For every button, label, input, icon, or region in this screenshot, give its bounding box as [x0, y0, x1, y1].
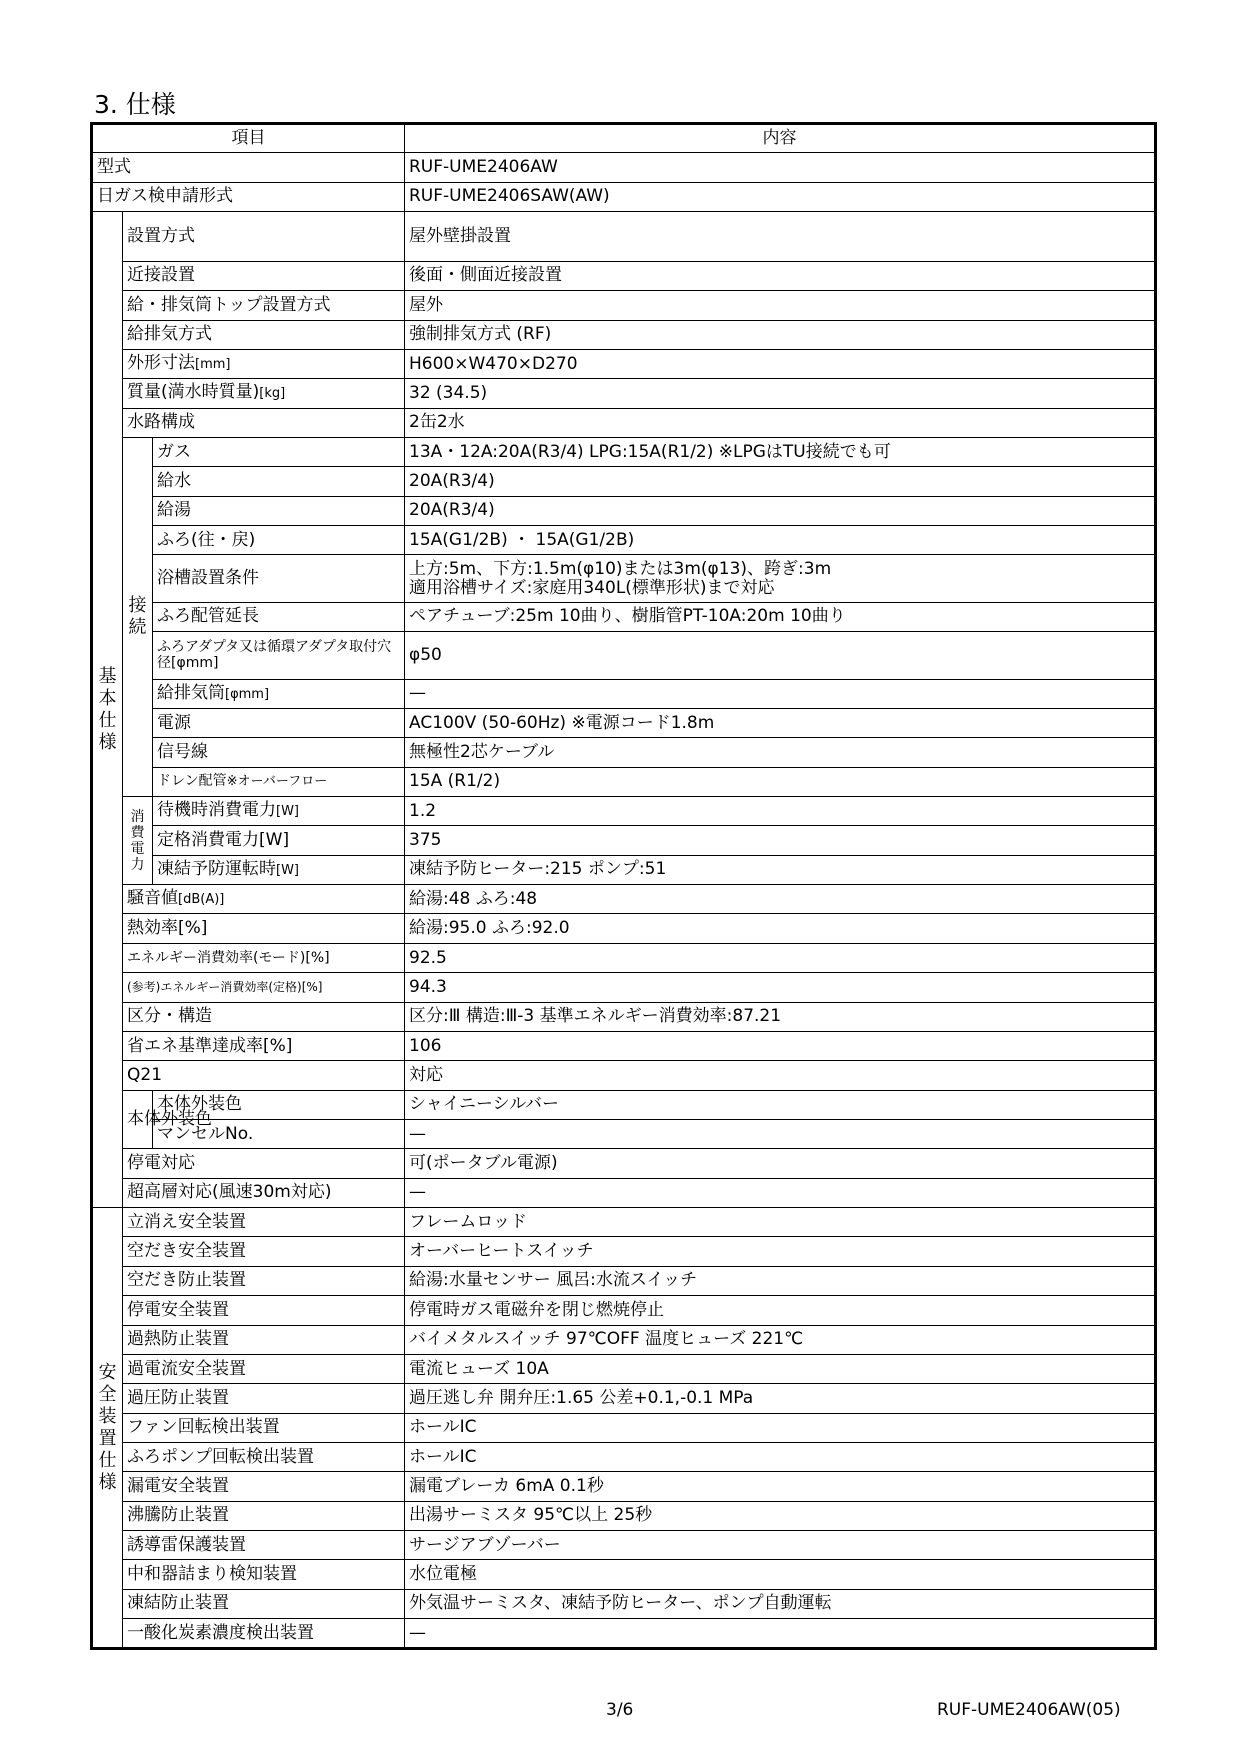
row-value-text: H600×W470×D270 — [409, 353, 578, 374]
group-connection-text: 接続 — [128, 594, 147, 638]
row-label-text: ふろ配管延長 — [157, 606, 259, 627]
table-row — [92, 467, 1156, 496]
row-label — [123, 379, 405, 408]
row-value — [405, 1120, 1156, 1149]
row-value-text: AC100V (50-60Hz) ※電源コード1.8m — [409, 712, 715, 733]
row-label-text: 信号線 — [157, 742, 208, 762]
group-power — [123, 797, 153, 885]
row-value-text: 対応 — [409, 1064, 443, 1085]
row-value-text: ペアチューブ:25m 10曲り、樹脂管PT-10A:20m 10曲り — [409, 606, 846, 627]
table-row — [92, 349, 1156, 378]
row-value-text: 停電時ガス電磁弁を閉じ燃焼停止 — [409, 1299, 664, 1320]
row-value-text: 無極性2芯ケーブル — [409, 742, 555, 762]
section-title: 3. 仕様 — [94, 90, 176, 119]
row-value-text: 13A・12A:20A(R3/4) LPG:15A(R1/2) ※LPGはTU接続でも可 — [409, 441, 891, 462]
row-label-text: 停電対応 — [127, 1153, 195, 1174]
row-label — [123, 1472, 405, 1501]
table-row — [92, 602, 1156, 631]
row-value-text: 15A (R1/2) — [409, 771, 501, 792]
row-value-text: RUF-UME2406AW — [409, 157, 558, 178]
row-label — [123, 1384, 405, 1413]
row-label — [153, 855, 405, 884]
spec-table-body — [92, 124, 1156, 1649]
table-row — [92, 1208, 1156, 1237]
row-value-text: フレームロッド — [409, 1211, 527, 1232]
row-label-text: 給水 — [157, 470, 191, 491]
row-label — [92, 182, 405, 211]
row-label — [123, 212, 405, 262]
row-value-text: — — [409, 1123, 426, 1144]
row-value — [405, 1354, 1156, 1383]
row-value-text: 電流ヒューズ 10A — [409, 1358, 549, 1379]
row-label — [123, 1266, 405, 1295]
row-value-text: 15A(G1/2B) ・ 15A(G1/2B) — [409, 529, 635, 550]
row-unit-text: ※オーバーフロー — [226, 774, 328, 790]
table-row — [92, 261, 1156, 290]
row-value-text: 過圧逃し弁 開弁圧:1.65 公差+0.1,-0.1 MPa — [409, 1387, 754, 1408]
row-value-text: 給湯:48 ふろ:48 — [409, 888, 538, 909]
row-label-text: 空だき安全装置 — [127, 1241, 246, 1262]
row-value — [405, 555, 1156, 602]
row-label — [123, 1178, 405, 1207]
row-value — [405, 1061, 1156, 1090]
row-unit-text: [W] — [276, 862, 299, 878]
table-row — [92, 738, 1156, 767]
table-row — [92, 1002, 1156, 1031]
table-row — [92, 885, 1156, 914]
row-value — [405, 679, 1156, 708]
row-label-text: 近接設置 — [127, 265, 195, 286]
row-value — [405, 291, 1156, 320]
row-value-text: 2缶2水 — [409, 412, 465, 433]
row-label — [123, 1442, 405, 1471]
row-label — [153, 602, 405, 631]
row-value — [405, 1031, 1156, 1060]
table-row — [92, 767, 1156, 796]
row-label — [153, 797, 405, 826]
group-safety-text: 安全装置仕様 — [98, 1361, 117, 1493]
table-row — [92, 1619, 1156, 1649]
row-value — [405, 943, 1156, 972]
row-label — [123, 1208, 405, 1237]
row-value — [405, 708, 1156, 737]
row-value — [405, 1178, 1156, 1207]
row-value — [405, 738, 1156, 767]
row-value-text: 20A(R3/4) — [409, 470, 495, 491]
table-row — [92, 1178, 1156, 1207]
page-number: 3/6 — [606, 1700, 634, 1720]
row-value — [405, 437, 1156, 466]
row-value-text: 水位電極 — [409, 1564, 477, 1585]
row-label — [92, 153, 405, 182]
row-value-text: 漏電ブレーカ 6mA 0.1秒 — [409, 1475, 604, 1496]
row-unit-text: [W] — [276, 804, 299, 820]
row-value — [405, 1560, 1156, 1589]
row-label — [123, 1061, 405, 1090]
table-row — [92, 826, 1156, 855]
row-label — [123, 1002, 405, 1031]
row-value-text: ホールIC — [409, 1417, 477, 1438]
table-row — [92, 408, 1156, 437]
row-label-text: 電源 — [157, 712, 191, 733]
row-value — [405, 1325, 1156, 1354]
row-label — [123, 914, 405, 943]
row-value — [405, 153, 1156, 182]
row-label-text: 過熱防止装置 — [127, 1329, 229, 1350]
row-value — [405, 1589, 1156, 1618]
table-row — [92, 555, 1156, 602]
row-value-text: サージアブゾーバー — [409, 1534, 561, 1555]
table-row — [92, 1501, 1156, 1530]
row-value — [405, 826, 1156, 855]
row-label — [153, 496, 405, 525]
table-row — [92, 1149, 1156, 1178]
table-row — [92, 973, 1156, 1002]
row-unit-text: [dB(A)] — [178, 892, 225, 908]
row-unit-text: [kg] — [259, 386, 286, 402]
table-row — [92, 1266, 1156, 1295]
row-label — [153, 467, 405, 496]
row-value — [405, 1149, 1156, 1178]
row-value — [405, 1531, 1156, 1560]
row-label-text: 騒音値 — [127, 888, 178, 909]
row-value-text: 後面・側面近接設置 — [409, 265, 562, 286]
row-label-text: 沸騰防止装置 — [127, 1505, 229, 1526]
table-row — [92, 153, 1156, 182]
table-row — [92, 797, 1156, 826]
row-value — [405, 349, 1156, 378]
row-label — [123, 885, 405, 914]
row-value-text: 20A(R3/4) — [409, 500, 495, 521]
table-row — [92, 496, 1156, 525]
row-label-text: 一酸化炭素濃度検出装置 — [127, 1622, 314, 1643]
row-value-text: 上方:5m、下方:1.5m(φ10)または3m(φ13)、跨ぎ:3m — [409, 558, 832, 579]
row-value-text: 106 — [409, 1035, 442, 1056]
row-label — [123, 1149, 405, 1178]
row-value-text-line2: 適用浴槽サイズ:家庭用340L(標準形状)まで対応 — [409, 577, 775, 598]
row-label-text: ふろアダプタ又は循環アダプタ取付穴径[φmm] — [157, 639, 392, 672]
row-value — [405, 797, 1156, 826]
row-label — [153, 679, 405, 708]
row-label-text: 過圧防止装置 — [127, 1387, 229, 1408]
row-label — [123, 1619, 405, 1649]
row-label-text: ドレン配管 — [157, 773, 227, 790]
row-value — [405, 182, 1156, 211]
row-label — [153, 526, 405, 555]
table-row — [92, 1090, 1156, 1119]
row-label — [123, 349, 405, 378]
header-item: 項目 — [92, 124, 405, 153]
row-value-text: 1.2 — [409, 800, 437, 821]
table-row — [92, 437, 1156, 466]
row-value — [405, 855, 1156, 884]
group-safety — [92, 1208, 123, 1649]
row-label — [123, 1237, 405, 1266]
document-code: RUF-UME2406AW(05) — [937, 1700, 1121, 1720]
row-value-text: — — [409, 1622, 426, 1643]
row-label — [153, 1120, 405, 1149]
row-value-text: オーバーヒートスイッチ — [409, 1241, 594, 1262]
table-row — [92, 1120, 1156, 1149]
row-label — [153, 826, 405, 855]
header-content: 内容 — [405, 124, 1156, 153]
row-value — [405, 1442, 1156, 1471]
row-unit-text: [φmm] — [225, 686, 270, 702]
row-label-text: 超高層対応(風速30m対応) — [127, 1182, 332, 1203]
table-row — [92, 1384, 1156, 1413]
row-label — [123, 1560, 405, 1589]
row-label-text: 区分・構造 — [127, 1006, 212, 1027]
row-label-text: 中和器詰まり検知装置 — [127, 1564, 297, 1585]
row-value — [405, 1472, 1156, 1501]
table-row — [92, 1325, 1156, 1354]
row-label-text: 本体外装色 — [157, 1094, 242, 1115]
row-value-text: 屋外 — [409, 294, 443, 315]
row-value-text: 屋外壁掛設置 — [409, 225, 511, 246]
row-label — [123, 261, 405, 290]
table-row — [92, 1560, 1156, 1589]
table-row — [92, 1296, 1156, 1325]
row-value — [405, 1619, 1156, 1649]
row-label-text: 停電安全装置 — [127, 1299, 229, 1320]
row-label — [153, 738, 405, 767]
row-value-text: RUF-UME2406SAW(AW) — [409, 186, 610, 207]
row-label-text: 凍結防止装置 — [127, 1593, 229, 1614]
row-value — [405, 496, 1156, 525]
row-value-text: 可(ポータブル電源) — [409, 1153, 558, 1174]
row-value-text: 区分:Ⅲ 構造:Ⅲ-3 基準エネルギー消費効率:87.21 — [409, 1006, 782, 1027]
row-label-text: 待機時消費電力 — [157, 800, 276, 821]
row-value — [405, 885, 1156, 914]
row-value-text: ホールIC — [409, 1446, 477, 1467]
row-value-text: — — [409, 1182, 426, 1203]
row-value-text: 外気温サーミスタ、凍結予防ヒーター、ポンプ自動運転 — [409, 1593, 832, 1614]
row-value — [405, 1501, 1156, 1530]
row-label — [123, 320, 405, 349]
row-label-text: Q21 — [127, 1064, 163, 1085]
row-value-text: 給湯:水量センサー 風呂:水流スイッチ — [409, 1270, 698, 1291]
table-row — [92, 1354, 1156, 1383]
row-value-text: 給湯:95.0 ふろ:92.0 — [409, 918, 570, 939]
row-label — [123, 973, 405, 1002]
row-label — [123, 1589, 405, 1618]
row-label — [123, 1296, 405, 1325]
table-row — [92, 1472, 1156, 1501]
row-value-text: — — [409, 683, 426, 704]
color-group-label-text: 本体外装色 — [127, 1109, 212, 1129]
row-value-text: バイメタルスイッチ 97℃OFF 温度ヒューズ 221℃ — [409, 1329, 804, 1350]
row-label-text: 水路構成 — [127, 412, 195, 433]
table-row — [92, 943, 1156, 972]
row-label — [153, 767, 405, 796]
table-header-row — [92, 124, 1156, 153]
row-label-text: 熱効率[%] — [127, 918, 208, 939]
row-value-text: 32 (34.5) — [409, 382, 488, 403]
row-value — [405, 320, 1156, 349]
row-label-text: 給・排気筒トップ設置方式 — [127, 294, 331, 315]
table-row — [92, 1031, 1156, 1060]
table-row — [92, 320, 1156, 349]
row-value — [405, 767, 1156, 796]
row-label — [123, 408, 405, 437]
table-row — [92, 1061, 1156, 1090]
row-value — [405, 379, 1156, 408]
row-value — [405, 632, 1156, 679]
row-value-text: 94.3 — [409, 976, 447, 997]
row-value — [405, 1090, 1156, 1119]
row-value-text: 凍結予防ヒーター:215 ポンプ:51 — [409, 859, 667, 880]
row-value — [405, 973, 1156, 1002]
row-value — [405, 1237, 1156, 1266]
row-label-text: (参考)エネルギー消費効率(定格)[%] — [127, 979, 323, 994]
row-label-text: 給湯 — [157, 500, 191, 521]
row-label — [123, 1325, 405, 1354]
table-row — [92, 1442, 1156, 1471]
row-label-text: 給排気筒 — [157, 682, 225, 703]
row-value — [405, 212, 1156, 262]
row-value — [405, 408, 1156, 437]
row-value — [405, 1266, 1156, 1295]
row-value — [405, 526, 1156, 555]
row-label-text: 誘導雷保護装置 — [127, 1534, 246, 1555]
table-row — [92, 182, 1156, 211]
row-label — [123, 291, 405, 320]
row-label-text: 立消え安全装置 — [127, 1211, 246, 1232]
row-value — [405, 914, 1156, 943]
row-value-text: 出湯サーミスタ 95℃以上 25秒 — [409, 1505, 653, 1526]
row-label-text: 質量(満水時質量) — [127, 382, 260, 403]
row-label-text: 浴槽設置条件 — [157, 568, 259, 589]
row-value-text: 92.5 — [409, 947, 447, 968]
row-label-text: 給排気方式 — [127, 324, 212, 345]
row-value-text: 375 — [409, 830, 442, 851]
row-label — [153, 437, 405, 466]
table-row — [92, 679, 1156, 708]
table-row — [92, 855, 1156, 884]
row-label — [153, 555, 405, 602]
table-row — [92, 379, 1156, 408]
table-row — [92, 1413, 1156, 1442]
row-unit-text: [mm] — [195, 357, 231, 373]
table-row — [92, 526, 1156, 555]
row-label-text: 空だき防止装置 — [127, 1270, 246, 1291]
row-value-text: φ50 — [409, 644, 442, 665]
group-basic — [92, 212, 123, 1208]
row-label-text: 定格消費電力[W] — [157, 830, 290, 851]
table-row — [92, 914, 1156, 943]
row-label-text: 過電流安全装置 — [127, 1358, 246, 1379]
row-label-text: マンセルNo. — [157, 1123, 254, 1144]
table-row — [92, 632, 1156, 679]
table-row — [92, 291, 1156, 320]
row-value — [405, 1208, 1156, 1237]
table-row — [92, 1531, 1156, 1560]
row-label-text: 省エネ基準達成率[%] — [127, 1035, 293, 1056]
spec-table — [90, 122, 1157, 1650]
row-label-text: ガス — [157, 441, 191, 462]
row-label — [153, 632, 405, 679]
row-label-text: ふろ(往・戻) — [157, 529, 256, 550]
row-value — [405, 467, 1156, 496]
row-label-text: ファン回転検出装置 — [127, 1417, 280, 1438]
row-value — [405, 602, 1156, 631]
row-label — [123, 943, 405, 972]
row-value — [405, 1296, 1156, 1325]
row-label-text: 凍結予防運転時 — [157, 858, 276, 879]
row-label-text: エネルギー消費効率(モード)[%] — [127, 950, 330, 967]
row-value-text: シャイニーシルバー — [409, 1094, 560, 1115]
row-label-text: 漏電安全装置 — [127, 1475, 229, 1496]
row-label-text: 型式 — [97, 157, 131, 178]
row-label — [123, 1501, 405, 1530]
group-basic-text: 基本仕様 — [98, 665, 117, 753]
table-row — [92, 212, 1156, 262]
row-label — [123, 1031, 405, 1060]
table-row — [92, 708, 1156, 737]
row-value — [405, 261, 1156, 290]
group-power-text: 消費電力 — [130, 808, 145, 873]
row-label — [153, 708, 405, 737]
table-row — [92, 1589, 1156, 1618]
row-value — [405, 1413, 1156, 1442]
row-value — [405, 1002, 1156, 1031]
table-row — [92, 1237, 1156, 1266]
row-label — [123, 1413, 405, 1442]
row-value-text: 強制排気方式 (RF) — [409, 324, 552, 345]
row-label-text: 外形寸法 — [127, 353, 195, 374]
row-label-text: 日ガス検申請形式 — [97, 186, 233, 207]
row-label-text: ふろポンプ回転検出装置 — [127, 1446, 314, 1467]
row-label — [123, 1354, 405, 1383]
row-value — [405, 1384, 1156, 1413]
group-connection — [123, 437, 153, 796]
row-label — [123, 1531, 405, 1560]
row-label-text: 設置方式 — [127, 225, 195, 246]
